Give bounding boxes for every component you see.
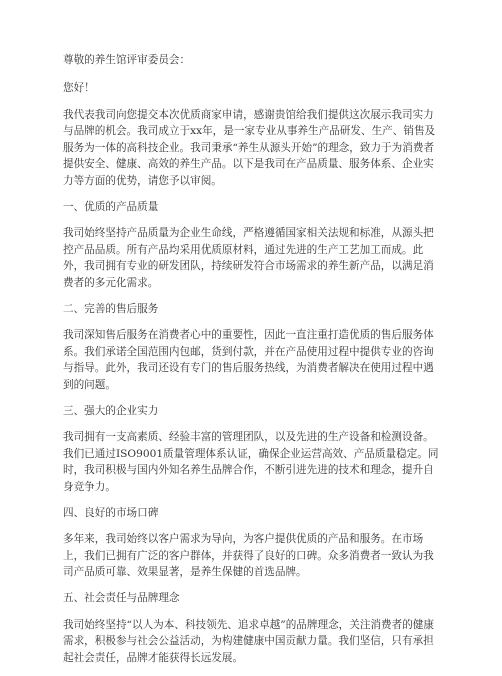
section-heading-quality: 一、优质的产品质量 bbox=[63, 200, 159, 213]
section-body-strength: 我司拥有一支高素质、经验丰富的管理团队，以及先进的生产设备和检测设备。我们已通过ISO9001质量管理体系认证，确保企业运营高效、产品质量稳定。同时，我司积极与国内外知名养生品牌合作，不断引进先进的技术和理念，提升自身竞争力。 bbox=[63, 431, 439, 493]
section-heading-strength: 三、强大的企业实力 bbox=[63, 404, 159, 417]
section-body-service: 我司深知售后服务在消费者心中的重要性，因此一直注重打造优质的售后服务体系。我们承诺全国范围内包邮，货到付款，并在产品使用过程中提供专业的咨询与指导。此外，我司还设有专门的售后服务热线，为消费者解决在使用过程中遇到的问题。 bbox=[63, 329, 434, 391]
section-body-reputation: 多年来，我司始终以客户需求为导向，为客户提供优质的产品和服务。在市场上，我们已拥有广泛的客户群体，并获得了良好的口碑。众多消费者一致认为我司产品质可靠、效果显著，是养生保健的首选品牌。 bbox=[63, 533, 434, 578]
greeting: 您好！ bbox=[63, 81, 95, 94]
section-heading-responsibility: 五、社会责任与品牌理念 bbox=[63, 592, 180, 604]
section-body-quality: 我司始终坚持产品质量为企业生命线，严格遵循国家相关法规和标准，从源头把控产品品质。所有产品均采用优质原材料，通过先进的生产工艺加工而成。此外，我司拥有专业的研发团队，持续研发符合市场需求的养生新产品，以满足消费者的多元化需求。 bbox=[63, 227, 434, 289]
section-body-responsibility: 我司始终坚持“以人为本、科技领先、追求卓越”的品牌理念，关注消费者的健康需求，积极参与社会公益活动，为构建健康中国贡献力量。我们坚信，只有承担起社会责任，品牌才能获得长远发展。 bbox=[63, 618, 435, 664]
salutation: 尊敬的养生馆评审委员会： bbox=[63, 54, 191, 66]
section-heading-reputation: 四、良好的市场口碑 bbox=[63, 506, 159, 519]
intro-paragraph: 我代表我司向您提交本次优质商家申请，感谢贵馆给我们提供这次展示我司实力与品牌的机会。我司成立于xx年，是一家专业从事养生产品研发、生产、销售及服务为一体的高科技企业。我司秉承“养生从源头开始”的理念，致力于为消费者提供安全、健康、高效的养生产品。以下是我司在产品质量、服务体系、企业实力等方面的优势，请您予以审阅。 bbox=[63, 108, 436, 187]
letter-body bbox=[63, 52, 441, 676]
section-heading-service: 二、完善的售后服务 bbox=[63, 302, 159, 315]
